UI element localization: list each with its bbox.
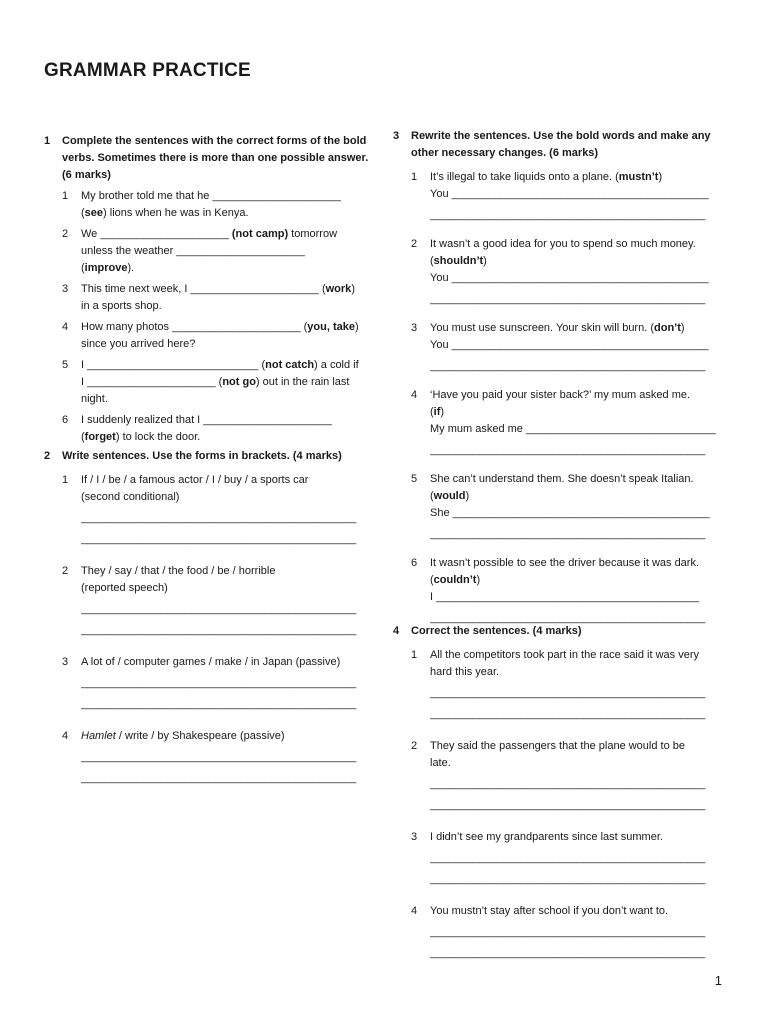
text-segment: _____________________________________________ [430, 687, 706, 699]
text-segment: They / say / that / the food / be / horrible [81, 565, 276, 577]
question-line [430, 186, 725, 203]
text-segment: She can’t understand them. She doesn’t speak Italian. [430, 473, 694, 485]
text-segment: _____________________________________________ [430, 852, 706, 864]
section-title: Complete the sentences with the correct forms of the bold verbs. Sometimes there is more than one possible answer. (6 marks) [62, 135, 369, 181]
text-segment: ( [430, 255, 434, 267]
question-number: 2 [62, 565, 69, 577]
text-segment: _____________________________________________ [81, 772, 357, 784]
question-line [430, 829, 725, 846]
text-segment: ( [81, 431, 85, 443]
question-line [81, 489, 376, 506]
question-line [430, 270, 725, 287]
question-number: 2 [62, 228, 69, 240]
italic-title: Hamlet [81, 730, 116, 742]
text-segment: _____________________________________________ [430, 444, 706, 456]
question-item [62, 281, 376, 315]
question-number: 4 [411, 389, 418, 401]
question-line [430, 236, 725, 253]
text-segment: _____________________________________________ [430, 293, 706, 305]
text-segment: in a sports shop. [81, 300, 162, 312]
text-segment: I ___________________________________________ [430, 591, 700, 603]
text-segment: You __________________________________________ [430, 188, 709, 200]
question-line [430, 664, 725, 681]
text-segment: It’s illegal to take liquids onto a plane. ( [430, 171, 619, 183]
text-segment: _____________________________________________ [430, 799, 706, 811]
question-line [81, 205, 376, 222]
question-number: 4 [411, 905, 418, 917]
text-segment: ). [127, 262, 135, 274]
text-segment: You __________________________________________ [430, 339, 709, 351]
answer-line[interactable] [430, 706, 725, 723]
question-item [62, 319, 376, 353]
question-number: 2 [411, 238, 418, 250]
text-segment: _____________________________________________ [430, 360, 706, 372]
question-line [81, 728, 376, 745]
question-item [411, 647, 725, 723]
text-segment: A lot of / computer games / make / in Japan (passive) [81, 656, 341, 668]
text-segment: ) out in the rain last [255, 376, 350, 388]
text-segment: _____________________________________________ [81, 751, 357, 763]
text-segment: I didn’t see my grandparents since last summer. [430, 831, 663, 843]
text-segment: ) [465, 490, 470, 502]
text-segment: ) lions when he was in Kenya. [103, 207, 249, 219]
text-segment: You mustn’t stay after school if you don’t want to. [430, 905, 669, 917]
text-segment: _____________________________________________ [430, 873, 706, 885]
text-segment: _____________________________________________ [430, 926, 706, 938]
text-segment: You __________________________________________ [430, 272, 709, 284]
section-4 [393, 623, 725, 962]
text-segment: _____________________________________________ [81, 698, 357, 710]
section-number: 3 [393, 130, 400, 142]
text-segment: My mum asked me _______________________________ [430, 423, 716, 435]
bold-keyword: (not camp) [231, 228, 289, 240]
answer-line[interactable] [430, 945, 725, 962]
bold-keyword: don’t [654, 322, 681, 334]
question-line [430, 755, 725, 772]
question-item [62, 728, 376, 787]
text-segment: It wasn’t a good idea for you to spend so much money. [430, 238, 696, 250]
text-segment: _____________________________________________ [81, 677, 357, 689]
question-line [81, 281, 376, 298]
question-line [430, 589, 725, 606]
text-segment: I suddenly realized that I _____________________ [81, 414, 332, 426]
text-segment: _____________________________________________ [81, 512, 357, 524]
answer-line[interactable] [81, 531, 376, 548]
answer-line[interactable] [430, 871, 725, 888]
question-line [81, 226, 376, 243]
text-segment: ) [658, 171, 663, 183]
answer-line[interactable] [430, 924, 725, 941]
question-line [430, 647, 725, 664]
text-segment: night. [81, 393, 108, 405]
section-number: 1 [44, 135, 51, 147]
section-title: Rewrite the sentences. Use the bold words and make any other necessary changes. (6 marks) [411, 130, 711, 159]
text-segment: _____________________________________________ [430, 947, 706, 959]
bold-keyword: mustn’t [618, 171, 659, 183]
bold-keyword: would [433, 490, 466, 502]
text-segment: ) a cold if [314, 359, 359, 371]
page-title: GRAMMAR PRACTICE [44, 60, 251, 81]
answer-line[interactable] [430, 776, 725, 793]
text-segment: ( [430, 406, 434, 418]
text-segment: ) [483, 255, 487, 267]
question-number: 4 [62, 321, 69, 333]
question-number: 3 [62, 656, 69, 668]
bold-keyword: you, take [307, 321, 355, 333]
answer-line[interactable] [81, 622, 376, 639]
text-segment: ) [351, 283, 355, 295]
section-number: 2 [44, 450, 51, 462]
bold-keyword: not catch [265, 359, 315, 371]
section-title: Correct the sentences. (4 marks) [411, 625, 582, 637]
question-line [81, 319, 376, 336]
question-item [411, 169, 725, 224]
text-segment: I _____________________ ( [81, 376, 223, 388]
answer-line[interactable] [81, 675, 376, 692]
text-segment: _____________________________________________ [81, 533, 357, 545]
page-number: 1 [714, 973, 722, 988]
bold-keyword: work [325, 283, 352, 295]
text-segment: _____________________________________________ [430, 528, 706, 540]
question-item [411, 320, 725, 375]
question-item [411, 738, 725, 814]
text-segment: (second conditional) [81, 491, 180, 503]
text-segment: She __________________________________________ [430, 507, 710, 519]
question-line [81, 260, 376, 277]
question-item [62, 472, 376, 548]
section-number: 4 [393, 625, 400, 637]
question-line [430, 572, 725, 589]
text-segment: My brother told me that he _____________________ [81, 190, 341, 202]
text-segment: / write / by Shakespeare (passive) [115, 730, 285, 742]
text-segment: How many photos _____________________ ( [81, 321, 308, 333]
question-line [81, 357, 376, 374]
question-line [81, 298, 376, 315]
answer-line[interactable] [430, 207, 725, 224]
question-number: 1 [411, 649, 418, 661]
question-line [81, 412, 376, 429]
text-segment: ( [81, 207, 85, 219]
question-item [411, 236, 725, 308]
section-1 [44, 133, 376, 446]
question-line [430, 738, 725, 755]
answer-line[interactable] [81, 601, 376, 618]
bold-keyword: if [433, 406, 441, 418]
question-line [430, 421, 725, 438]
question-item [62, 654, 376, 713]
text-segment: ( [81, 262, 85, 274]
text-segment: We _____________________ [81, 228, 232, 240]
question-line [430, 320, 725, 337]
question-number: 4 [62, 730, 69, 742]
text-segment: All the competitors took part in the race said it was very [430, 649, 700, 661]
question-item [411, 387, 725, 459]
bold-keyword: not go [222, 376, 256, 388]
question-line [430, 488, 725, 505]
question-line [430, 471, 725, 488]
question-item [62, 226, 376, 277]
text-segment: _____________________________________________ [430, 612, 706, 624]
text-segment: _____________________________________________ [81, 624, 357, 636]
question-line [81, 374, 376, 391]
question-item [411, 829, 725, 888]
question-number: 6 [62, 414, 69, 426]
text-segment: since you arrived here? [81, 338, 196, 350]
question-number: 1 [62, 474, 69, 486]
answer-line[interactable] [81, 696, 376, 713]
question-line [430, 505, 725, 522]
question-line [81, 188, 376, 205]
text-segment: ) [440, 406, 445, 418]
question-line [430, 337, 725, 354]
question-line [81, 336, 376, 353]
question-number: 5 [62, 359, 69, 371]
text-segment: unless the weather _____________________ [81, 245, 305, 257]
bold-keyword: improve [84, 262, 128, 274]
text-segment: ) to lock the door. [115, 431, 201, 443]
question-line [81, 580, 376, 597]
question-item [62, 563, 376, 639]
question-line [81, 472, 376, 489]
text-segment: If / I / be / a famous actor / I / buy / a sports car [81, 474, 309, 486]
text-segment: ‘Have you paid your sister back?’ my mum asked me. [430, 389, 691, 401]
question-line [81, 243, 376, 260]
bold-keyword: shouldn’t [433, 255, 484, 267]
answer-line[interactable] [430, 685, 725, 702]
question-item [411, 555, 725, 627]
text-segment: _____________________________________________ [81, 603, 357, 615]
question-line [430, 404, 725, 421]
answer-line[interactable] [430, 797, 725, 814]
question-number: 5 [411, 473, 418, 485]
text-segment: It wasn’t possible to see the driver because it was dark. [430, 557, 700, 569]
question-item [411, 903, 725, 962]
text-segment: late. [430, 757, 451, 769]
text-segment: ( [430, 574, 434, 586]
question-item [62, 188, 376, 222]
question-number: 3 [411, 831, 418, 843]
text-segment: This time next week, I _____________________ ( [81, 283, 326, 295]
question-line [81, 391, 376, 408]
section-title: Write sentences. Use the forms in brackets. (4 marks) [62, 450, 342, 462]
question-line [81, 654, 376, 671]
question-line [81, 429, 376, 446]
question-line [81, 563, 376, 580]
answer-line[interactable] [430, 850, 725, 867]
section-3 [393, 128, 725, 627]
text-segment: (reported speech) [81, 582, 168, 594]
text-segment: You must use sunscreen. Your skin will burn. ( [430, 322, 654, 334]
text-segment: _____________________________________________ [430, 708, 706, 720]
text-segment: tomorrow [288, 228, 338, 240]
answer-line[interactable] [430, 291, 725, 308]
text-segment: ) [680, 322, 685, 334]
question-line [430, 253, 725, 270]
question-number: 3 [62, 283, 69, 295]
text-segment: I ____________________________ ( [81, 359, 266, 371]
question-number: 1 [411, 171, 418, 183]
answer-line[interactable] [81, 510, 376, 527]
question-line [430, 169, 725, 186]
text-segment: ) [354, 321, 359, 333]
question-line [430, 555, 725, 572]
bold-keyword: see [84, 207, 104, 219]
question-number: 1 [62, 190, 69, 202]
answer-line[interactable] [81, 749, 376, 766]
answer-line[interactable] [81, 770, 376, 787]
bold-keyword: forget [84, 431, 116, 443]
text-segment: _____________________________________________ [430, 778, 706, 790]
question-number: 2 [411, 740, 418, 752]
section-2 [44, 448, 376, 787]
question-number: 6 [411, 557, 418, 569]
answer-line[interactable] [430, 526, 725, 543]
question-item [62, 412, 376, 446]
question-item [411, 471, 725, 543]
answer-line[interactable] [430, 358, 725, 375]
text-segment: _____________________________________________ [430, 209, 706, 221]
question-number: 3 [411, 322, 418, 334]
text-segment: They said the passengers that the plane would to be [430, 740, 686, 752]
text-segment: ) [476, 574, 481, 586]
bold-keyword: couldn’t [433, 574, 477, 586]
text-segment: hard this year. [430, 666, 500, 678]
text-segment: ( [430, 490, 434, 502]
question-line [430, 387, 725, 404]
question-line [430, 903, 725, 920]
question-item [62, 357, 376, 408]
answer-line[interactable] [430, 442, 725, 459]
